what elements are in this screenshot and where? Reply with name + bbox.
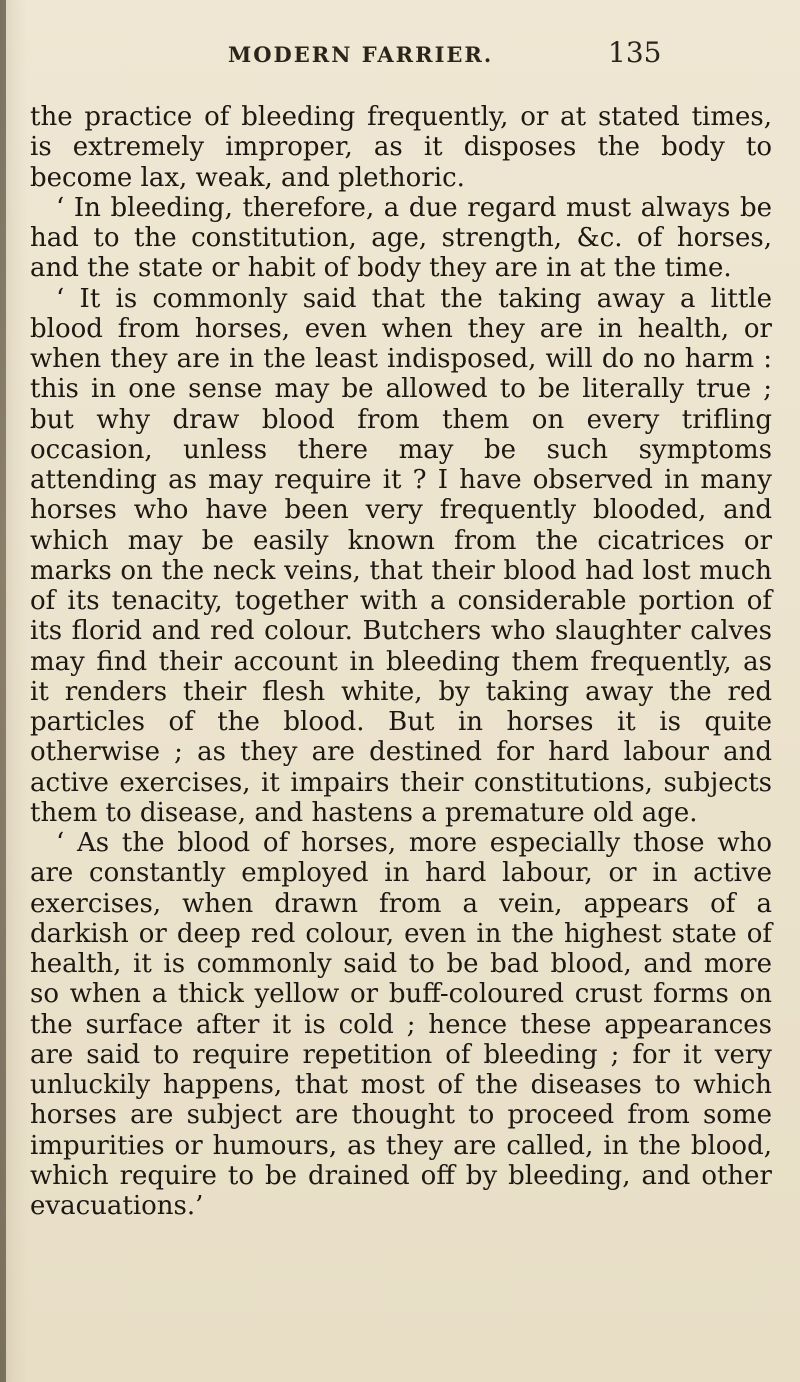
paragraph-continuation: the practice of bleeding frequently, or at stated times, is extremely improper, as it disposes the body to become lax, weak, and plethoric. [30,102,772,193]
page-header [228,36,668,76]
paragraph-commonly-said: ‘ It is commonly said that the taking away a little blood from horses, even when they are in health, or when they are in the least indisposed, will do no harm : this in one sense may be allowed to be literally true ; but why draw blood from them on every trifling occasion, unless there may be such symptoms attending as may require it ? I have observed in many horses who have been very frequently blooded, and which may be easily known from the cicatrices or marks on the neck veins, that their blood had lost much of its tenacity, together with a considerable portion of its florid and red colour. Butchers who slaughter calves may find their account in bleeding them frequently, as it renders their flesh white, by taking away the red particles of the blood. But in horses it is quite otherwise ; as they are destined for hard labour and active exercises, it impairs their constitutions, subjects them to disease, and hastens a premature old age. [30,283,772,828]
body-text [30,102,772,1221]
running-head: MODERN FARRIER. [228,42,494,67]
page-number: 135 [608,36,662,69]
paragraph-blood-colour: ‘ As the blood of horses, more especially those who are constantly employed in hard labour, or in active exercises, when drawn from a vein, appears of a darkish or deep red colour, even in the highest state of health, it is commonly said to be bad blood, and more so when a thick yellow or buff-coloured crust forms on the surface after it is cold ; hence these appearances are said to require repetition of bleeding ; for it very unluckily happens, that most of the diseases to which horses are subject are thought to proceed from some impurities or humours, as they are called, in the blood, which require to be drained off by bleeding, and other evacuations.’ [30,828,772,1221]
paragraph-bleeding-regard: ‘ In bleeding, therefore, a due regard must always be had to the constitution, age, strength, &c. of horses, and the state or habit of body they are in at the time. [30,192,772,284]
page-gutter-shadow [0,0,6,1382]
